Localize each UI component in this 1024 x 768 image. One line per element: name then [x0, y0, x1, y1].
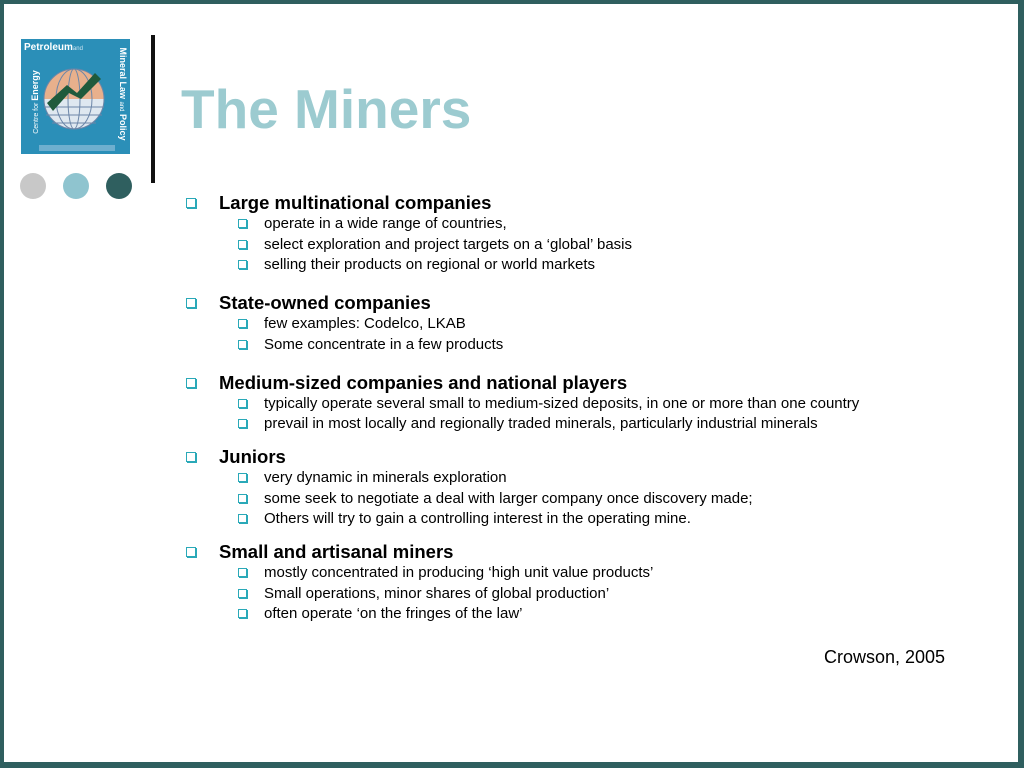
- section-small-artisanal: [182, 541, 1002, 625]
- section-heading: Small and artisanal miners: [219, 541, 454, 563]
- bullet-icon: [238, 568, 247, 577]
- logo-bottom-bar: [39, 145, 115, 151]
- bullet-icon: [186, 452, 196, 462]
- section-item: few examples: Codelco, LKAB: [264, 315, 466, 333]
- bullet-icon: [238, 514, 247, 523]
- bullet-icon: [238, 319, 247, 328]
- logo-top-text: Petroleum: [24, 42, 73, 53]
- section-heading: Juniors: [219, 445, 286, 467]
- section-state-owned: [182, 292, 1002, 355]
- globe-icon: [37, 55, 111, 135]
- bullet-icon: [238, 219, 247, 228]
- cepmlp-logo: [21, 39, 130, 154]
- bullet-icon: [238, 494, 247, 503]
- section-item: selling their products on regional or world markets: [264, 256, 595, 274]
- section-large-multinationals: [182, 192, 1002, 276]
- bullet-icon: [238, 473, 247, 482]
- logo-left-small: Centre for: [33, 102, 40, 134]
- logo-top-small: and: [72, 46, 83, 52]
- bullet-icon: [238, 399, 247, 408]
- section-item: select exploration and project targets on a ‘global’ basis: [264, 235, 632, 253]
- bullet-icon: [238, 419, 247, 428]
- section-item: Others will try to gain a controlling interest in the operating mine.: [264, 510, 691, 528]
- logo-left-text: Energy: [30, 70, 40, 101]
- section-item: often operate ‘on the fringes of the law’: [264, 605, 523, 623]
- section-item: operate in a wide range of countries,: [264, 215, 507, 232]
- logo-right-text-a: Mineral Law: [118, 47, 128, 99]
- bullet-icon: [186, 378, 196, 388]
- section-item: Some concentrate in a few products: [264, 335, 504, 353]
- section-item: prevail in most locally and regionally traded minerals, particularly industrial minerals: [264, 415, 818, 433]
- section-item: mostly concentrated in producing ‘high unit value products’: [264, 564, 654, 582]
- bullet-icon: [186, 298, 196, 308]
- section-item: typically operate several small to medium-sized deposits, in one or more than one country: [264, 394, 860, 412]
- section-medium-sized: [182, 372, 1002, 435]
- section-heading: Large multinational companies: [219, 192, 492, 213]
- logo-right-text-b: Policy: [118, 114, 128, 141]
- bullet-icon: [238, 240, 247, 249]
- bullet-icon: [186, 198, 196, 208]
- bullet-icon: [238, 340, 247, 349]
- section-heading: State-owned companies: [219, 292, 431, 314]
- section-juniors: [182, 446, 1002, 530]
- bullet-list: [182, 192, 1002, 635]
- section-item: Small operations, minor shares of global production’: [264, 584, 610, 602]
- section-item: some seek to negotiate a deal with larger company once discovery made;: [264, 489, 753, 507]
- slide-title: The Miners: [181, 78, 472, 140]
- logo-right-small: and: [118, 101, 124, 112]
- bullet-icon: [238, 589, 247, 598]
- title-divider: [151, 35, 155, 183]
- bullet-icon: [186, 547, 196, 557]
- bullet-icon: [238, 609, 247, 618]
- decor-dot-light: [63, 173, 89, 199]
- decor-dot-gray: [20, 173, 46, 199]
- slide: [4, 4, 1018, 762]
- section-item: very dynamic in minerals exploration: [264, 468, 507, 486]
- bullet-icon: [238, 260, 247, 269]
- citation: Crowson, 2005: [824, 647, 946, 667]
- section-heading: Medium-sized companies and national players: [219, 371, 628, 393]
- decor-dot-dark: [106, 173, 132, 199]
